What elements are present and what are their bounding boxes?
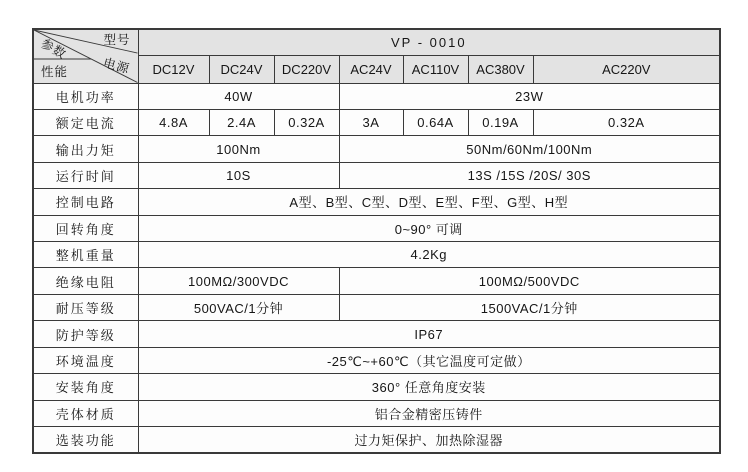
- spec-row: [33, 162, 720, 188]
- power-column-header: DC220V: [274, 55, 339, 83]
- spec-value-cell: 500VAC/1分钟: [138, 294, 339, 320]
- spec-row: [33, 347, 720, 373]
- spec-value-cell: 0.32A: [533, 109, 720, 135]
- power-column-header: DC12V: [138, 55, 209, 83]
- model-header-row: [33, 29, 720, 55]
- spec-value-cell: 0.64A: [403, 109, 468, 135]
- spec-value-cell: 100Nm: [138, 136, 339, 162]
- spec-value-cell: 13S /15S /20S/ 30S: [339, 162, 720, 188]
- power-column-header: AC110V: [403, 55, 468, 83]
- power-column-header: AC220V: [533, 55, 720, 83]
- spec-value-cell: 40W: [138, 83, 339, 109]
- spec-value-cell: 0~90° 可调: [138, 215, 720, 241]
- spec-table: [32, 28, 721, 454]
- spec-row: [33, 374, 720, 400]
- spec-value-cell: -25℃~+60℃（其它温度可定做）: [138, 347, 720, 373]
- spec-row: [33, 268, 720, 294]
- spec-value-cell: 10S: [138, 162, 339, 188]
- row-label: 壳体材质: [33, 400, 138, 426]
- spec-value-cell: 0.19A: [468, 109, 533, 135]
- row-label: 电机功率: [33, 83, 138, 109]
- spec-value-cell: 2.4A: [209, 109, 274, 135]
- corner-power-label: 电源: [102, 55, 132, 77]
- power-column-header: AC24V: [339, 55, 403, 83]
- row-label: 绝缘电阻: [33, 268, 138, 294]
- spec-value-cell: A型、B型、C型、D型、E型、F型、G型、H型: [138, 189, 720, 215]
- spec-row: [33, 83, 720, 109]
- spec-row: [33, 242, 720, 268]
- spec-value-cell: 100MΩ/300VDC: [138, 268, 339, 294]
- power-column-header: DC24V: [209, 55, 274, 83]
- spec-value-cell: 3A: [339, 109, 403, 135]
- spec-value-cell: 4.2Kg: [138, 242, 720, 268]
- spec-row: [33, 136, 720, 162]
- spec-value-cell: 铝合金精密压铸件: [138, 400, 720, 426]
- diagonal-corner-cell: [33, 29, 138, 83]
- model-number-cell: VP - 0010: [138, 29, 720, 55]
- spec-row: [33, 321, 720, 347]
- row-label: 耐压等级: [33, 294, 138, 320]
- spec-row: [33, 109, 720, 135]
- row-label: 选装功能: [33, 426, 138, 453]
- diagonal-corner-box: [34, 30, 138, 83]
- corner-perf-label: 性能: [41, 65, 69, 79]
- row-label: 整机重量: [33, 242, 138, 268]
- spec-value-cell: 360° 任意角度安装: [138, 374, 720, 400]
- spec-value-cell: IP67: [138, 321, 720, 347]
- spec-value-cell: 4.8A: [138, 109, 209, 135]
- spec-row: [33, 400, 720, 426]
- corner-model-label: 型号: [103, 33, 131, 47]
- spec-table-body: [33, 83, 720, 453]
- spec-value-cell: 0.32A: [274, 109, 339, 135]
- spec-row: [33, 189, 720, 215]
- spec-value-cell: 100MΩ/500VDC: [339, 268, 720, 294]
- row-label: 回转角度: [33, 215, 138, 241]
- row-label: 额定电流: [33, 109, 138, 135]
- row-label: 环境温度: [33, 347, 138, 373]
- row-label: 输出力矩: [33, 136, 138, 162]
- row-label: 控制电路: [33, 189, 138, 215]
- spec-row: [33, 426, 720, 453]
- spec-value-cell: 1500VAC/1分钟: [339, 294, 720, 320]
- row-label: 防护等级: [33, 321, 138, 347]
- corner-param-label: 参数: [38, 36, 69, 62]
- spec-row: [33, 215, 720, 241]
- spec-value-cell: 过力矩保护、加热除湿器: [138, 426, 720, 453]
- power-column-header: AC380V: [468, 55, 533, 83]
- row-label: 安装角度: [33, 374, 138, 400]
- row-label: 运行时间: [33, 162, 138, 188]
- spec-row: [33, 294, 720, 320]
- spec-value-cell: 50Nm/60Nm/100Nm: [339, 136, 720, 162]
- spec-value-cell: 23W: [339, 83, 720, 109]
